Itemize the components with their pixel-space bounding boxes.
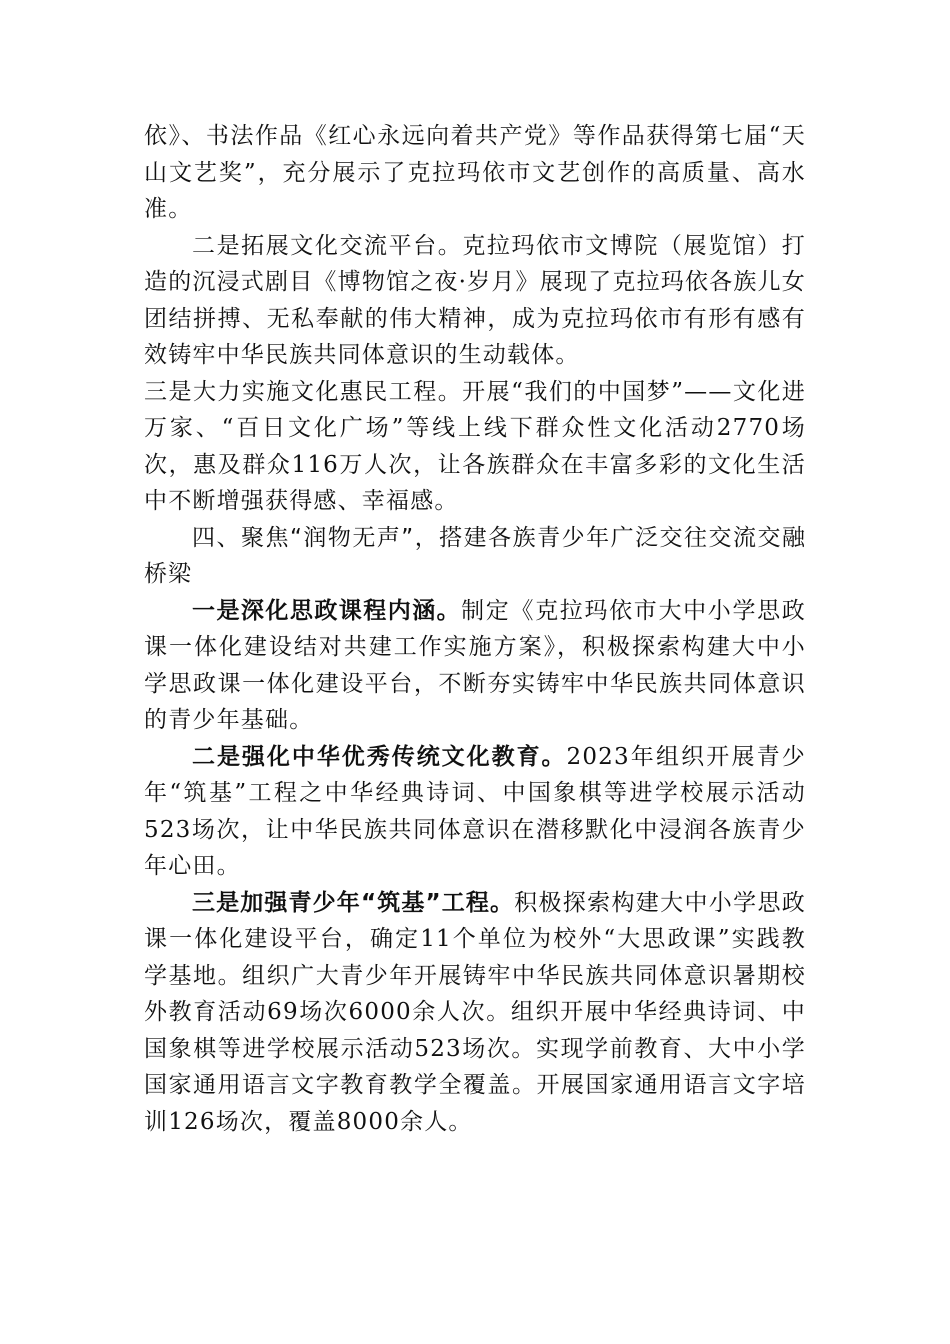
- paragraph-lead: 一是深化思政课程内涵。: [192, 597, 462, 624]
- section-heading-four: 四、聚焦“润物无声”，搭建各族青少年广泛交往交流交融桥梁: [144, 524, 806, 587]
- paragraph-body: 制定《克拉玛依市大中小学思政课一体化建设结对共建工作实施方案》，积极探索构建大中小学思政课一体化建设平台，不断夯实铸牢中华民族共同体意识的青少年基础。: [144, 597, 807, 733]
- paragraph-body: 2023年组织开展青少年“筑基”工程之中华经典诗词、中国象棋等进学校展示活动523场次，让中华民族共同体意识在潜移默化中浸润各族青少年心田。: [144, 743, 806, 879]
- paragraph-youth-foundation: [144, 885, 806, 1141]
- paragraph-body: 积极探索构建大中小学思政课一体化建设平台，确定11个单位为校外“大思政课”实践教学基地。组织广大青少年开展铸牢中华民族共同体意识暑期校外教育活动69场次6000余人次。组织开展中华经典诗词、中国象棋等进学校展示活动523场次。实现学前教育、大中小学国家通用语言文字教育教学全覆盖。开展国家通用语言文字培训126场次，覆盖8000余人。: [144, 889, 807, 1135]
- paragraph-lead: 三是加强青少年“筑基”工程。: [192, 889, 515, 916]
- paragraph-lead: 二是强化中华优秀传统文化教育。: [192, 743, 567, 770]
- paragraph-cultural-benefit: 三是大力实施文化惠民工程。开展“我们的中国梦”——文化进万家、“百日文化广场”等线上线下群众性文化活动2770场次，惠及群众116万人次，让各族群众在丰富多彩的文化生活中不断增强获得感、幸福感。: [144, 378, 806, 514]
- paragraph-ideological-course: [144, 593, 806, 739]
- paragraph-continuation: 依》、书法作品《红心永远向着共产党》等作品获得第七届“天山文艺奖”，充分展示了克拉玛依市文艺创作的高质量、高水准。: [144, 123, 806, 222]
- document-body: [144, 118, 806, 1140]
- paragraph-cultural-exchange: 二是拓展文化交流平台。克拉玛依市文博院（展览馆）打造的沉浸式剧目《博物馆之夜·岁月》展现了克拉玛依各族儿女团结拼搏、无私奉献的伟大精神，成为克拉玛依市有形有感有效铸牢中华民族共同体意识的生动载体。: [144, 232, 806, 368]
- paragraph-traditional-culture: [144, 739, 806, 885]
